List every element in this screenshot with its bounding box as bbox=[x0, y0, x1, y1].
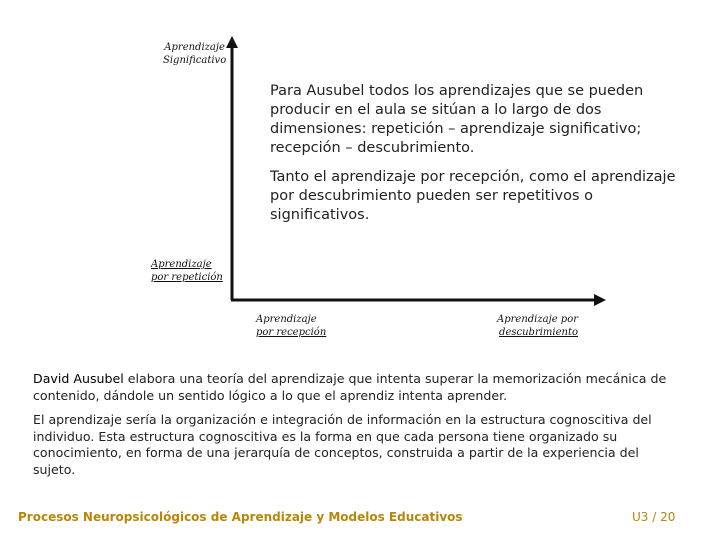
author-name: David Ausubel bbox=[33, 371, 124, 386]
y-axis-arrowhead bbox=[226, 36, 238, 48]
term-repeticion-significativo: repetición – aprendizaje significativo bbox=[371, 121, 637, 137]
x-axis-right-label: Aprendizaje por descubrimiento bbox=[497, 314, 578, 338]
y-axis-mid-label: Aprendizaje por repetición bbox=[151, 259, 223, 283]
x-axis-left-label: Aprendizaje por recepción bbox=[256, 314, 327, 338]
body-paragraph-2: El aprendizaje sería la organización e integración de información en la estructura cognoscitiva del individuo. Esta estructura cognoscitiva es la forma en que cada persona tiene organizado su conocimiento, en forma de una jerarquía de conceptos, construida a partir de la experiencia del sujeto. bbox=[33, 412, 652, 477]
footer-title: Procesos Neuropsicológicos de Aprendizaje y Modelos Educativos bbox=[18, 510, 463, 524]
y-axis-top-label: Aprendizaje Significativo bbox=[163, 42, 227, 66]
intro-paragraph-1: Para Ausubel todos los aprendizajes que se pueden producir en el aula se sitúan a lo largo de dos dimensiones: repetición – aprendizaje significativo; recepción – descubrimiento. bbox=[270, 83, 644, 156]
x-axis-arrowhead bbox=[594, 294, 606, 306]
body-paragraph-1: David Ausubel elabora una teoría del aprendizaje que intenta superar la memorización mecánica de contenido, dándole un sentido lógico a lo que el aprendiz intenta aprender. bbox=[33, 371, 667, 403]
term-recepcion-descubrimiento: recepción – descubrimiento bbox=[270, 140, 470, 156]
intro-paragraph-2: Tanto el aprendizaje por recepción, como el aprendizaje por descubrimiento pueden ser repetitivos o significativos. bbox=[270, 169, 676, 223]
page-number: U3 / 20 bbox=[632, 510, 676, 524]
